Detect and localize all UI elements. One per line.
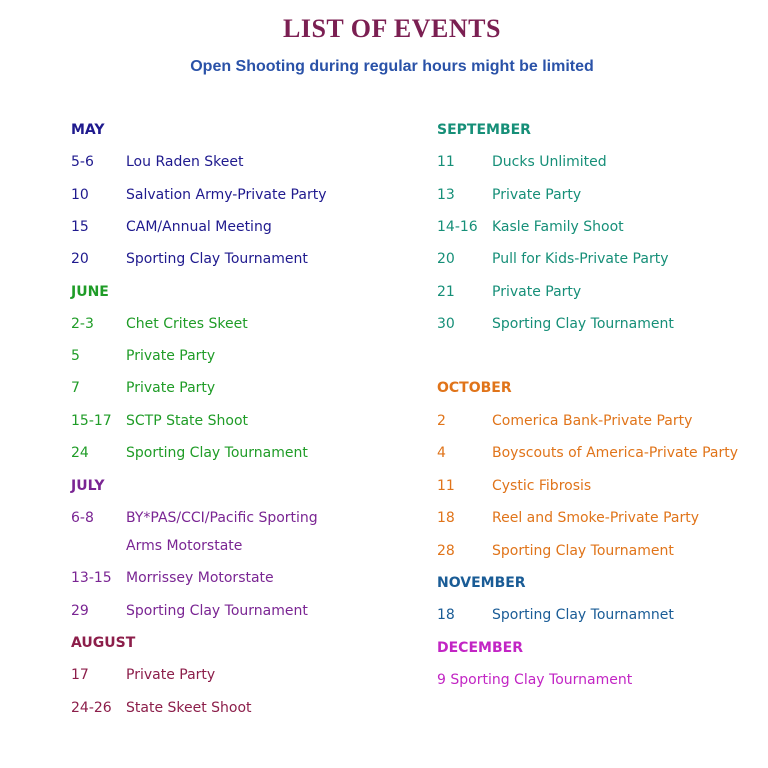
event-date: 20 xyxy=(437,251,455,267)
event-date: 15 xyxy=(71,219,89,235)
event-date: 4 xyxy=(437,445,446,461)
event-date: 20 xyxy=(71,251,89,267)
event-name: 9 Sporting Clay Tournament xyxy=(437,672,633,688)
event-name: Comerica Bank-Private Party xyxy=(492,413,693,429)
event-date: 11 xyxy=(437,478,455,494)
event-date: 24 xyxy=(71,445,89,461)
event-date: 13 xyxy=(437,187,455,203)
event-date: 5-6 xyxy=(71,154,94,170)
event-name: Kasle Family Shoot xyxy=(492,219,624,235)
event-name: Salvation Army-Private Party xyxy=(126,187,327,203)
event-name: Private Party xyxy=(126,667,216,683)
event-name: Private Party xyxy=(492,284,582,300)
event-date: 24-26 xyxy=(71,700,112,716)
event-date: 11 xyxy=(437,154,455,170)
event-date: 18 xyxy=(437,510,455,526)
event-date: 18 xyxy=(437,607,455,623)
event-name: Boyscouts of America-Private Party xyxy=(492,445,739,461)
event-date: 6-8 xyxy=(71,510,94,526)
page-title: LIST OF EVENTS xyxy=(283,14,501,43)
event-date: 10 xyxy=(71,187,89,203)
event-name: Lou Raden Skeet xyxy=(126,154,244,170)
event-name: Chet Crites Skeet xyxy=(126,316,248,332)
event-name: Sporting Clay Tournamnet xyxy=(492,607,674,623)
event-name: Sporting Clay Tournament xyxy=(126,445,308,461)
event-name-continued: Arms Motorstate xyxy=(126,538,243,554)
event-date: 14-16 xyxy=(437,219,478,235)
event-date: 2 xyxy=(437,413,446,429)
event-name: Sporting Clay Tournament xyxy=(492,316,674,332)
page-subtitle: Open Shooting during regular hours might be limited xyxy=(190,58,594,75)
event-date: 28 xyxy=(437,543,455,559)
month-heading-may: MAY xyxy=(71,122,105,138)
event-name: Reel and Smoke-Private Party xyxy=(492,510,699,526)
event-date: 2-3 xyxy=(71,316,94,332)
month-heading-september: SEPTEMBER xyxy=(437,122,531,138)
event-date: 29 xyxy=(71,603,89,619)
event-name: Morrissey Motorstate xyxy=(126,570,274,586)
event-date: 13-15 xyxy=(71,570,112,586)
event-date: 30 xyxy=(437,316,455,332)
event-name: Ducks Unlimited xyxy=(492,154,607,170)
event-name: State Skeet Shoot xyxy=(126,700,252,716)
month-heading-august: AUGUST xyxy=(71,635,136,651)
event-name: Private Party xyxy=(126,348,216,364)
event-name: Pull for Kids-Private Party xyxy=(492,251,669,267)
event-date: 17 xyxy=(71,667,89,683)
month-heading-july: JULY xyxy=(71,478,105,494)
month-heading-november: NOVEMBER xyxy=(437,575,526,591)
month-heading-june: JUNE xyxy=(71,284,109,300)
event-name: Private Party xyxy=(126,380,216,396)
event-name: CAM/Annual Meeting xyxy=(126,219,272,235)
event-name: BY*PAS/CCI/Pacific Sporting xyxy=(126,510,318,526)
event-name: Cystic Fibrosis xyxy=(492,478,592,494)
event-date: 5 xyxy=(71,348,80,364)
event-name: Sporting Clay Tournament xyxy=(492,543,674,559)
month-heading-october: OCTOBER xyxy=(437,380,512,396)
event-date: 15-17 xyxy=(71,413,112,429)
event-name: Sporting Clay Tournament xyxy=(126,603,308,619)
month-heading-december: DECEMBER xyxy=(437,640,523,656)
event-name: Private Party xyxy=(492,187,582,203)
event-date: 7 xyxy=(71,380,80,396)
event-name: SCTP State Shoot xyxy=(126,413,248,429)
event-name: Sporting Clay Tournament xyxy=(126,251,308,267)
event-date: 21 xyxy=(437,284,455,300)
